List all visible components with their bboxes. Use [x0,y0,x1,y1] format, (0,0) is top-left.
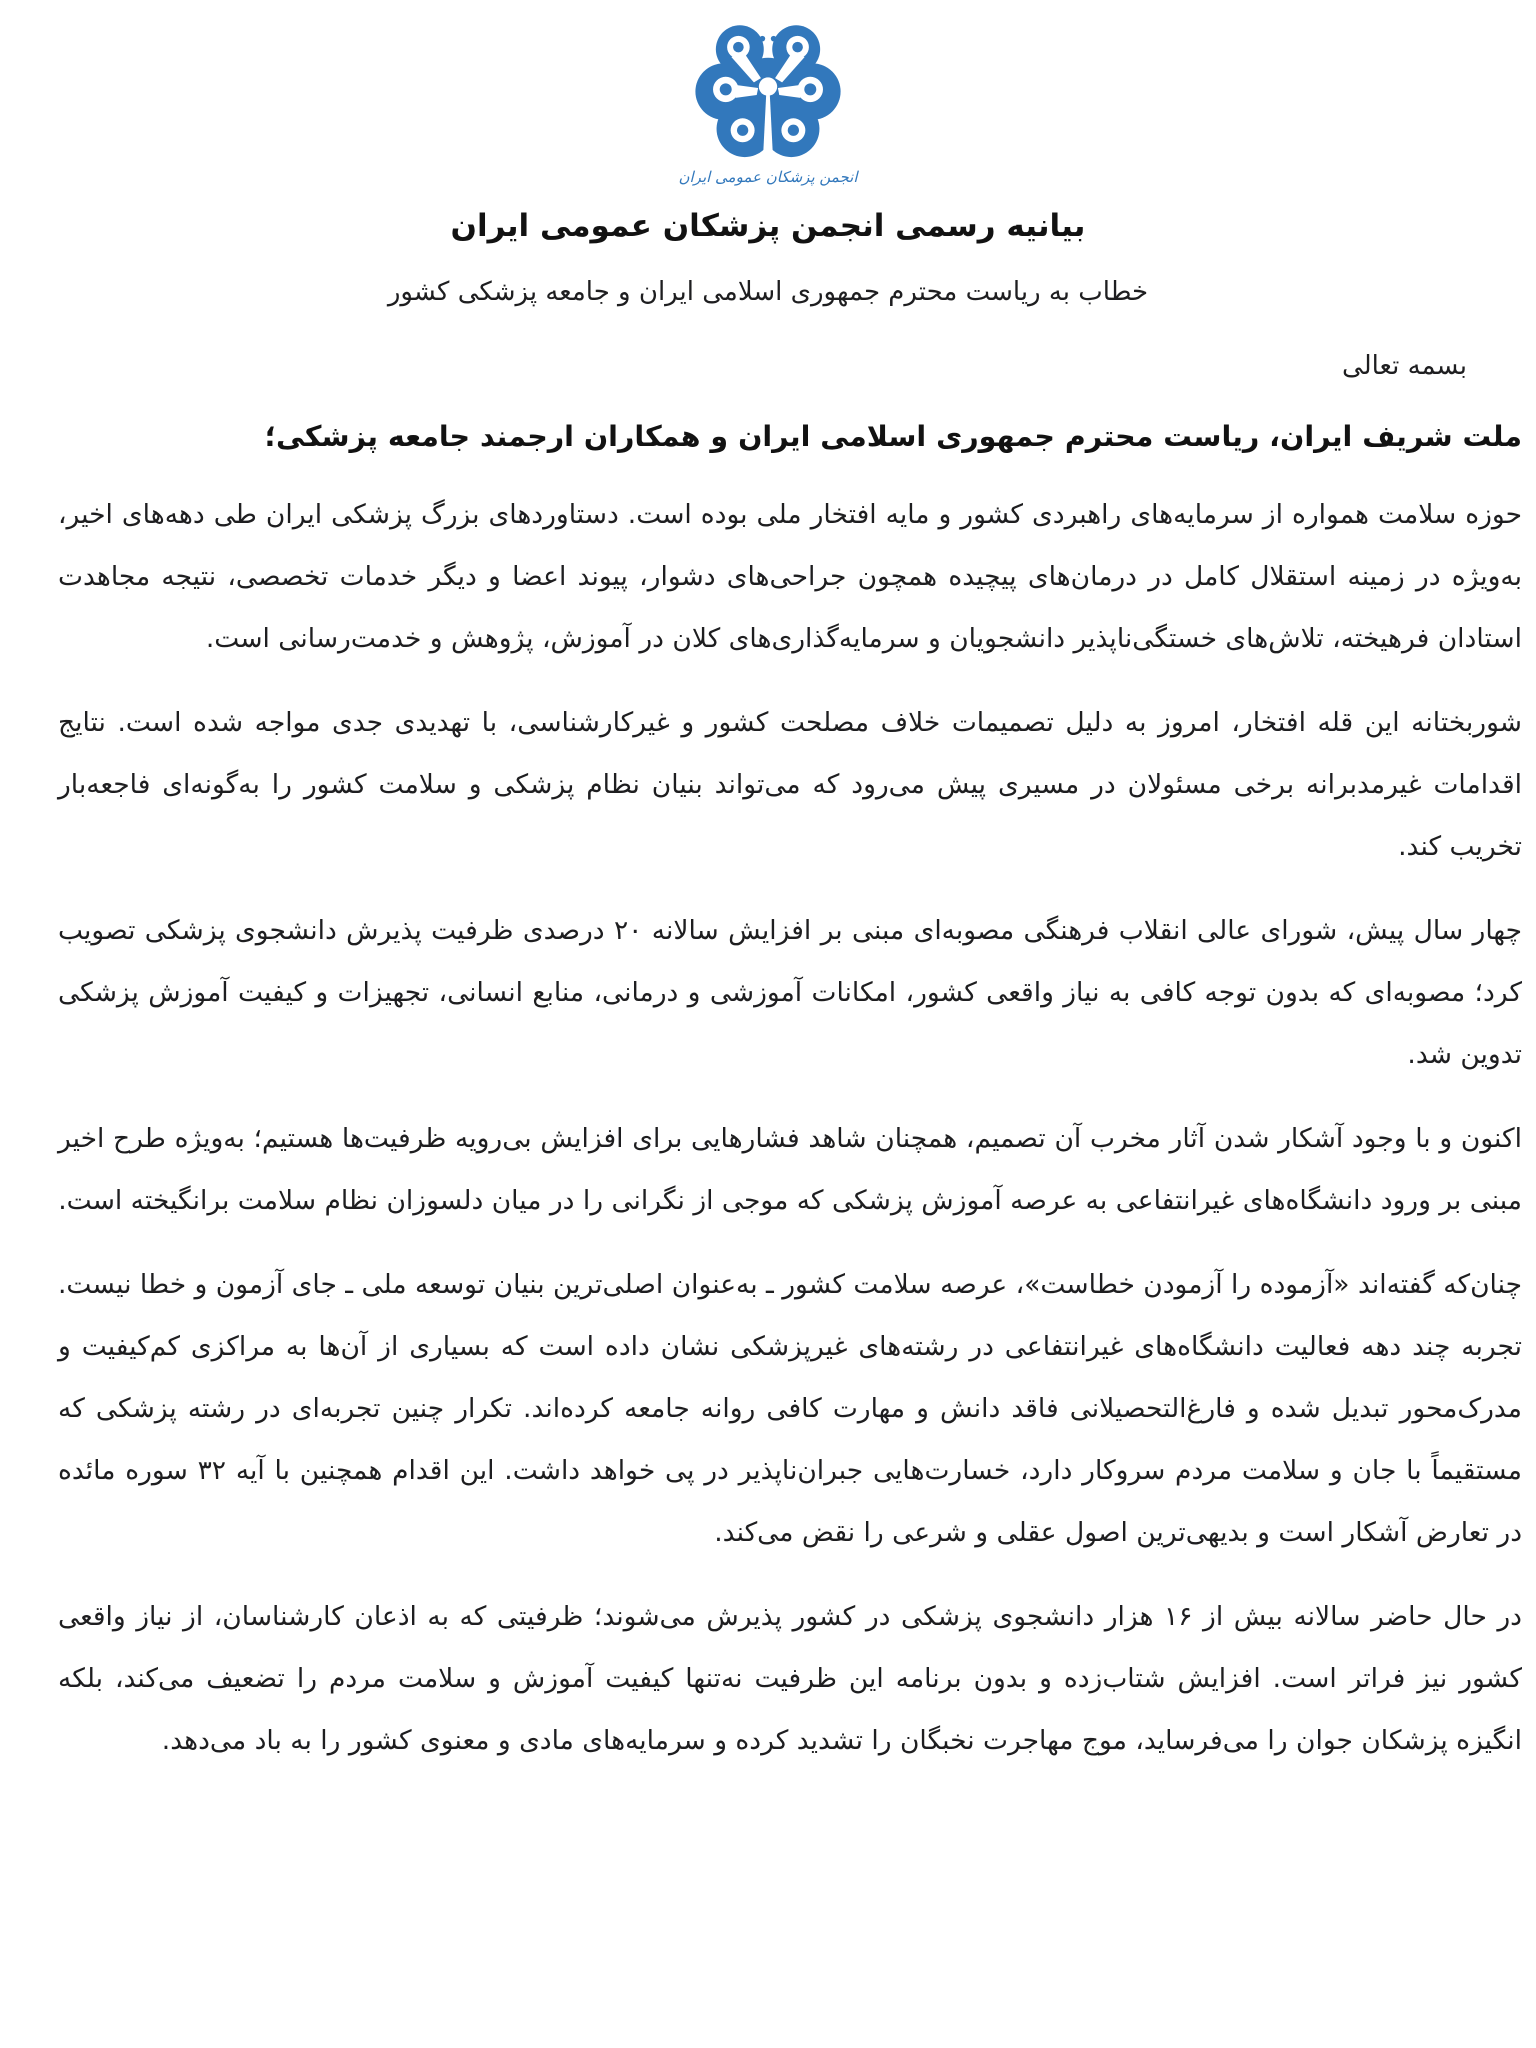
statement-paragraph: شوربختانه این قله افتخار، امروز به دلیل تصمیمات خلاف مصلحت کشور و غیرکارشناسی، با تهدیدی جدی مواجه شده است. نتایج اقدامات غیرمدبرانه برخی مسئولان در مسیری پیش می‌رود که می‌تواند بنیان نظام پزشکی و سلامت کشور را به‌گونه‌ای فاجعه‌بار تخریب کند. [58,707,1522,862]
statement-paragraph: چهار سال پیش، شورای عالی انقلاب فرهنگی مصوبه‌ای مبنی بر افزایش سالانه ۲۰ درصدی ظرفیت پذیرش دانشجوی پزشکی تصویب کرد؛ مصوبه‌ای که بدون توجه کافی به نیاز واقعی کشور، امکانات آموزشی و درمانی، منابع انسانی، تجهیزات و کیفیت آموزش پزشکی تدوین شد. [58,915,1523,1070]
statement-subtitle: خطاب به ریاست محترم جمهوری اسلامی ایران و جامعه پزشکی کشور [387,277,1149,307]
basmala-line: بسمه تعالی [1342,351,1467,381]
salutation-line: ملت شریف ایران، ریاست محترم جمهوری اسلامی ایران و همکاران ارجمند جامعه پزشکی؛ [264,420,1522,453]
logo-container [0,0,1536,186]
general-physicians-association-emblem-icon [693,14,843,162]
paragraphs-container [58,484,1522,1772]
statement-paragraph: چنان‌که گفته‌اند «آزموده را آزمودن خطاست»، عرصه سلامت کشور ـ به‌عنوان اصلی‌ترین بنیان توسعه ملی ـ جای آزمون و خطا نیست. تجربه چند دهه فعالیت دانشگاه‌های غیرانتفاعی در رشته‌های غیرپزشکی نشان داده است که بسیاری از آن‌ها به مراکزی کم‌کیفیت و مدرک‌محور تبدیل شده و فارغ‌التحصیلانی فاقد دانش و مهارت کافی روانه جامعه کرده‌اند. تکرار چنین تجربه‌ای در رشته پزشکی که مستقیماً با جان و سلامت مردم سروکار دارد، خسارت‌هایی جبران‌ناپذیر در پی خواهد داشت. این اقدام همچنین با آیه ۳۲ سوره مائده در تعارض آشکار است و بدیهی‌ترین اصول عقلی و شرعی را نقض می‌کند. [58,1269,1522,1548]
statement-paragraph: حوزه سلامت همواره از سرمایه‌های راهبردی کشور و مایه افتخار ملی بوده است. دستاوردهای بزرگ پزشکی ایران طی دهه‌های اخیر، به‌ویژه در زمینه استقلال کامل در درمان‌های پیچیده همچون جراحی‌های دشوار، پیوند اعضا و دیگر خدمات تخصصی، نتیجه مجاهدت استادان فرهیخته، تلاش‌های خستگی‌ناپذیر دانشجویان و سرمایه‌گذاری‌های کلان در آموزش، پژوهش و خدمت‌رسانی است. [58,499,1522,654]
statement-paragraph: اکنون و با وجود آشکار شدن آثار مخرب آن تصمیم، همچنان شاهد فشارهایی برای افزایش بی‌رویه ظرفیت‌ها هستیم؛ به‌ویژه طرح اخیر مبنی بر ورود دانشگاه‌های غیرانتفاعی به عرصه آموزش پزشکی که موجی از نگرانی را در میان دلسوزان نظام سلامت برانگیخته است. [58,1123,1522,1216]
statement-paragraph: در حال حاضر سالانه بیش از ۱۶ هزار دانشجوی پزشکی در کشور پذیرش می‌شوند؛ ظرفیتی که به اذعان کارشناسان، از نیاز واقعی کشور نیز فراتر است. افزایش شتاب‌زده و بدون برنامه این ظرفیت نه‌تنها کیفیت آموزش و سلامت مردم را تضعیف می‌کند، بلکه انگیزه پزشکان جوان را می‌فرساید، موج مهاجرت نخبگان را تشدید کرده و سرمایه‌های مادی و معنوی کشور را به باد می‌دهد. [58,1601,1522,1756]
logo-caption: انجمن پزشکان عمومی ایران [678,168,858,186]
statement-body [0,348,1536,1772]
statement-title: بیانیه رسمی انجمن پزشکان عمومی ایران [450,208,1086,244]
